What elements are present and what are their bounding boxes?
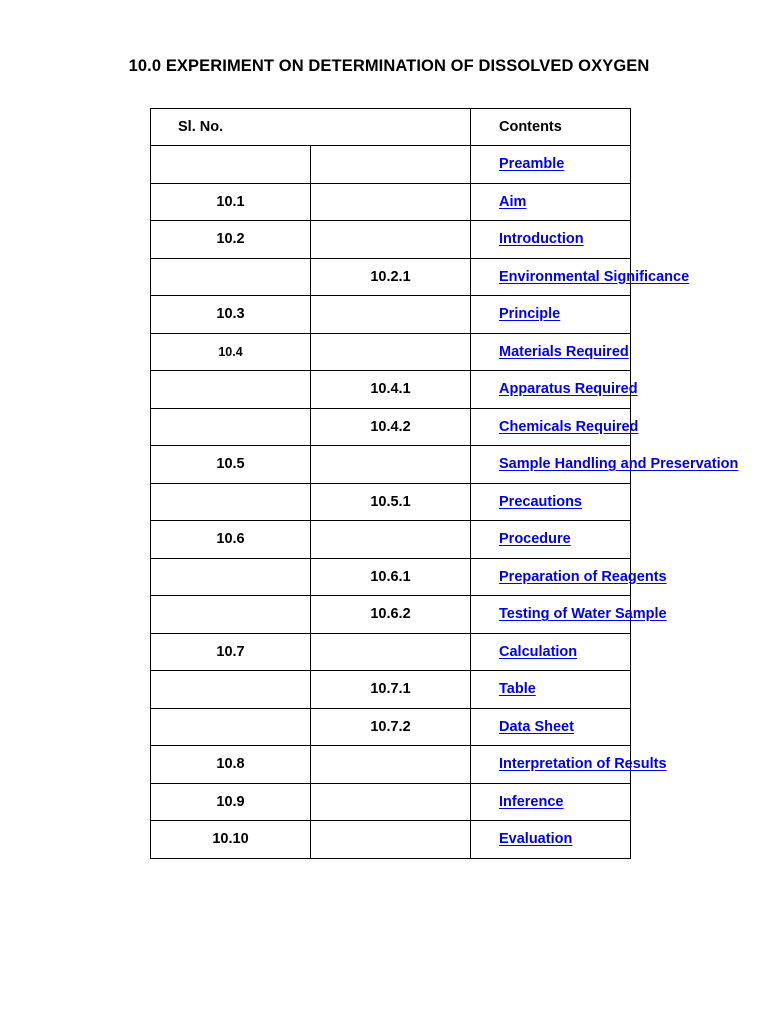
table-row [151,146,631,184]
row-number [151,558,311,596]
row-contents-cell [471,221,631,259]
contents-table [150,108,739,859]
link-preparation-of-reagents[interactable]: Preparation of Reagents [499,568,667,585]
link-chemicals-required[interactable]: Chemicals Required [499,418,639,435]
row-subnumber: 10.5.1 [311,483,471,521]
row-number [151,596,311,634]
table-row [151,633,631,671]
page-title: 10.0 EXPERIMENT ON DETERMINATION OF DISSOLVED OXYGEN [128,57,650,75]
row-subnumber: 10.6.1 [311,558,471,596]
link-environmental-significance[interactable]: Environmental Significance [499,268,690,285]
row-subnumber [311,521,471,559]
link-evaluation[interactable]: Evaluation [499,831,573,848]
row-contents-cell [471,371,638,409]
table-header-row [151,109,631,146]
row-contents-cell [471,783,631,821]
table-row [151,558,631,596]
row-number: 10.2 [151,221,311,259]
link-principle[interactable]: Principle [499,306,561,323]
table-row [151,408,631,446]
row-number: 10.6 [151,521,311,559]
row-subnumber: 10.7.2 [311,708,471,746]
row-number [151,371,311,409]
row-subnumber [311,821,471,859]
row-subnumber: 10.6.2 [311,596,471,634]
table-row [151,783,631,821]
table-row [151,483,631,521]
row-subnumber [311,446,471,484]
row-number: 10.9 [151,783,311,821]
link-interpretation-of-results[interactable]: Interpretation of Results [499,756,667,773]
table-row [151,296,631,334]
table-row [151,821,631,859]
table-row [151,521,631,559]
link-precautions[interactable]: Precautions [499,493,582,510]
row-subnumber [311,633,471,671]
table-row [151,746,631,784]
table-row [151,371,631,409]
row-contents-cell [471,746,667,784]
row-contents-cell [471,408,639,446]
table-row [151,333,631,371]
row-contents-cell [471,633,631,671]
link-apparatus-required[interactable]: Apparatus Required [499,381,638,398]
row-number: 10.3 [151,296,311,334]
link-testing-of-water-sample[interactable]: Testing of Water Sample [499,606,667,623]
row-contents-cell [471,596,667,634]
row-subnumber [311,183,471,221]
header-contents: Contents [471,109,631,146]
row-subnumber [311,296,471,334]
row-subnumber [311,146,471,184]
table-row [151,596,631,634]
row-contents-cell [471,296,631,334]
row-number [151,146,311,184]
row-number [151,708,311,746]
table-row [151,446,631,484]
row-subnumber: 10.2.1 [311,258,471,296]
row-number [151,258,311,296]
row-number [151,671,311,709]
link-procedure[interactable]: Procedure [499,531,571,548]
row-subnumber [311,333,471,371]
row-subnumber: 10.4.1 [311,371,471,409]
link-calculation[interactable]: Calculation [499,643,578,660]
row-subnumber: 10.7.1 [311,671,471,709]
row-contents-cell [471,146,631,184]
link-inference[interactable]: Inference [499,793,564,810]
contents-table-body [151,109,739,859]
row-number [151,408,311,446]
link-data-sheet[interactable]: Data Sheet [499,718,574,735]
table-row [151,708,631,746]
row-number: 10.4 [151,333,311,371]
row-contents-cell [471,183,631,221]
row-contents-cell [471,821,631,859]
row-contents-cell [471,258,690,296]
row-subnumber [311,746,471,784]
table-row [151,221,631,259]
row-contents-cell [471,521,631,559]
row-number: 10.5 [151,446,311,484]
row-number: 10.10 [151,821,311,859]
link-materials-required[interactable]: Materials Required [499,343,629,360]
row-contents-cell [471,558,667,596]
row-number: 10.8 [151,746,311,784]
row-subnumber: 10.4.2 [311,408,471,446]
row-subnumber [311,221,471,259]
row-contents-cell [471,333,631,371]
link-introduction[interactable]: Introduction [499,231,584,248]
link-aim[interactable]: Aim [499,193,527,210]
link-sample-handling-and-preservation[interactable]: Sample Handling and Preservation [499,456,739,473]
row-contents-cell [471,446,739,484]
row-number [151,483,311,521]
table-row [151,671,631,709]
table-row [151,258,631,296]
header-sl-no: Sl. No. [151,109,471,146]
row-subnumber [311,783,471,821]
table-row [151,183,631,221]
row-contents-cell [471,671,631,709]
row-number: 10.1 [151,183,311,221]
row-contents-cell [471,483,631,521]
link-preamble[interactable]: Preamble [499,156,565,173]
row-contents-cell [471,708,631,746]
row-number: 10.7 [151,633,311,671]
link-table[interactable]: Table [499,681,536,698]
